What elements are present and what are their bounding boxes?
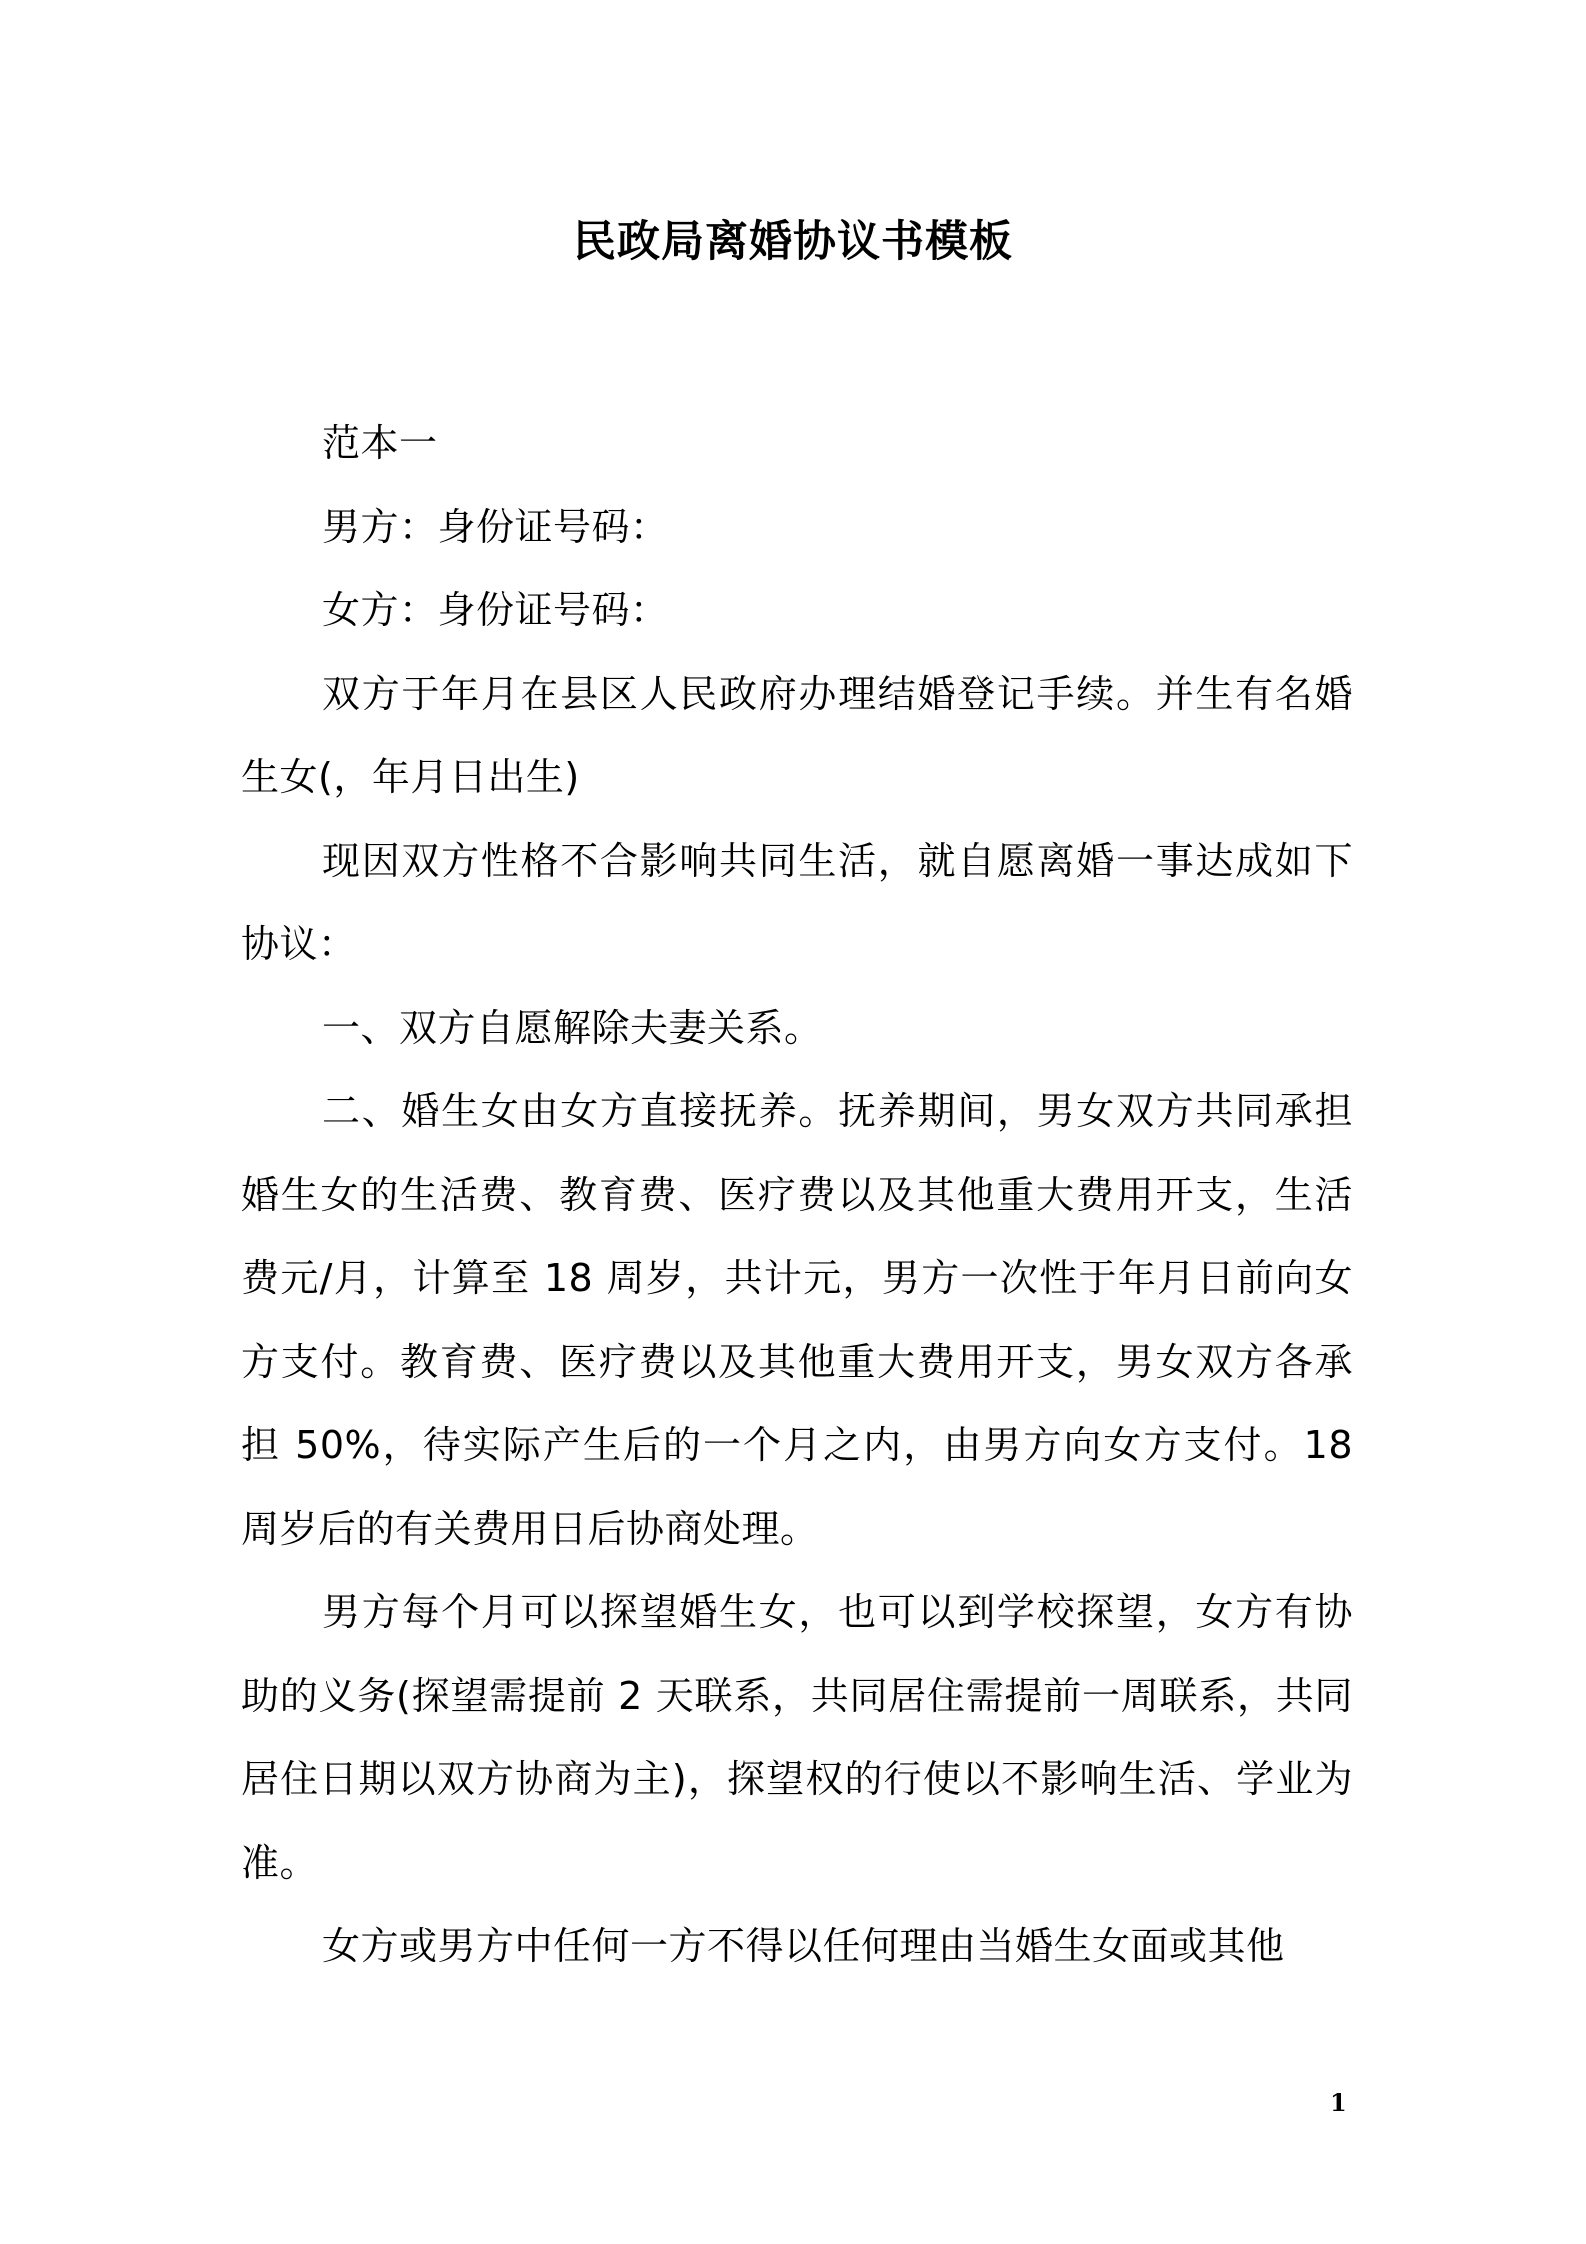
paragraph-continued: 女方或男方中任何一方不得以任何理由当婚生女面或其他 — [322, 1924, 1285, 1968]
document-title: 民政局离婚协议书模板 — [573, 217, 1013, 267]
paragraph-clause-two: 二、婚生女由女方直接抚养。抚养期间，男女双方共同承担婚生女的生活费、教育费、医疗费以及其他重大费用开支，生活费元/月，计算至 18 周岁，共计元，男方一次性于年月日前向女方支付。教育费、医疗费以及其他重大费用开支，男女双方各承担 50%，待实际产生后的一个月之内，由男方向女方支付。18 周岁后的有关费用日后协商处理。 — [241, 1089, 1353, 1551]
paragraph-female-party: 女方：身份证号码： — [322, 588, 669, 632]
paragraph-template-label: 范本一 — [322, 421, 438, 465]
paragraph-male-party: 男方：身份证号码： — [322, 504, 669, 549]
paragraph-marriage-registration: 双方于年月在县区人民政府办理结婚登记手续。并生有名婚生女(，年月日出生) — [241, 671, 1353, 799]
paragraph-divorce-reason: 现因双方性格不合影响共同生活，就自愿离婚一事达成如下协议： — [241, 838, 1353, 966]
document-body — [241, 402, 1353, 1989]
paragraph-visitation-rights: 男方每个月可以探望婚生女，也可以到学校探望，女方有协助的义务(探望需提前 2 天联系，共同居住需提前一周联系，共同居住日期以双方协商为主)，探望权的行使以不影响生活、学业为准。 — [241, 1590, 1353, 1885]
paragraph-clause-one: 一、双方自愿解除夫妻关系。 — [322, 1005, 823, 1050]
page-number: 1 — [1330, 2088, 1347, 2117]
